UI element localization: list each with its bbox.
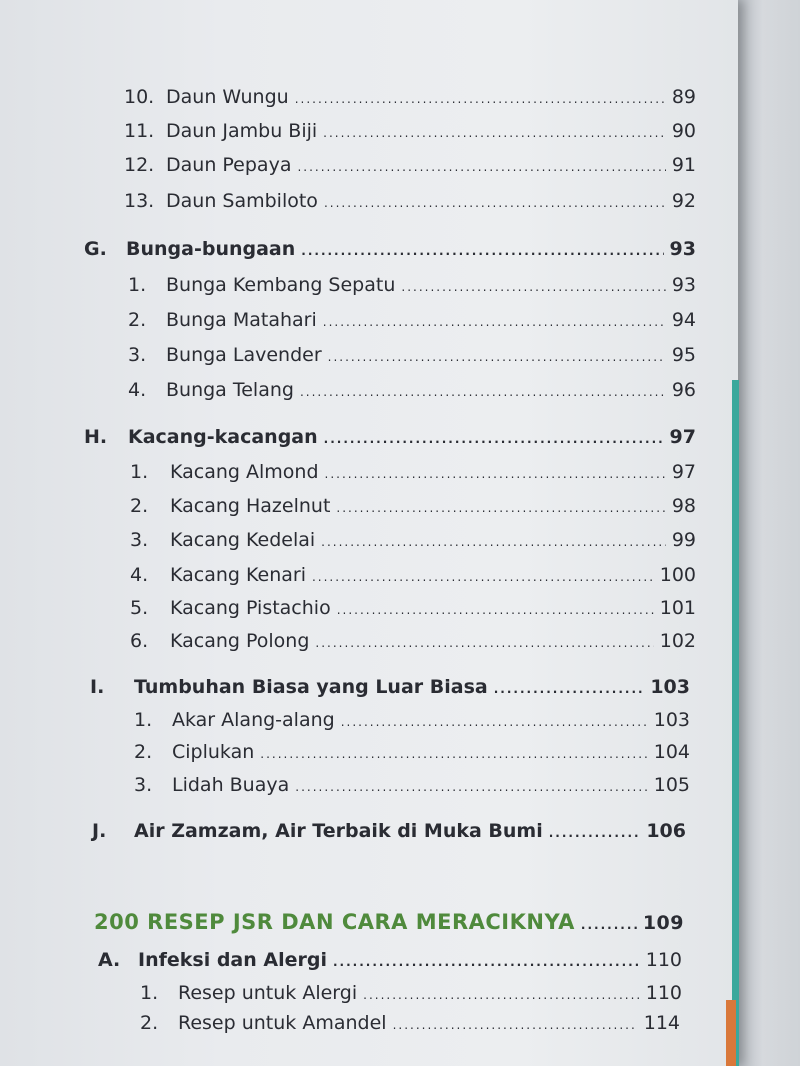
item-label: Bunga Matahari [166, 309, 317, 331]
item-label: Daun Pepaya [166, 154, 292, 176]
item-number: 12. [124, 154, 155, 176]
item-label: Ciplukan [172, 741, 255, 763]
page-number: 89 [671, 86, 696, 108]
toc-item [134, 709, 690, 731]
page-number: 96 [671, 379, 696, 401]
item-number: 1. [130, 461, 149, 483]
chapter-heading [94, 910, 684, 934]
item-number: 4. [130, 564, 149, 586]
leader-dots [341, 715, 648, 729]
toc-section [84, 426, 696, 448]
toc-item [130, 630, 696, 652]
page-number: 92 [671, 190, 696, 212]
item-number: 1. [134, 709, 153, 731]
page-number: 99 [671, 529, 696, 551]
leader-dots [324, 196, 666, 210]
toc-item [128, 309, 696, 331]
item-label: Resep untuk Amandel [178, 1012, 387, 1034]
leader-dots [323, 315, 666, 329]
item-label: Kacang Almond [170, 461, 319, 483]
item-number: 2. [128, 309, 147, 331]
leader-dots [295, 780, 647, 794]
leader-dots [393, 1018, 638, 1032]
item-number: 3. [128, 344, 147, 366]
leader-dots [323, 126, 666, 140]
leader-dots [315, 636, 653, 650]
page-number: 97 [669, 426, 696, 448]
page-number: 101 [659, 597, 696, 619]
page-number: 91 [671, 154, 696, 176]
section-title: Tumbuhan Biasa yang Luar Biasa [134, 676, 488, 698]
item-label: Kacang Polong [170, 630, 310, 652]
item-label: Daun Jambu Biji [166, 120, 318, 142]
toc-item [124, 154, 696, 176]
page-number: 103 [650, 676, 690, 698]
leader-dots [581, 918, 637, 932]
item-number: 6. [130, 630, 149, 652]
item-number: 10. [124, 86, 155, 108]
page-number: 100 [659, 564, 696, 586]
item-number: 2. [134, 741, 153, 763]
item-number: 1. [140, 982, 159, 1004]
leader-dots [333, 955, 640, 969]
page-number: 109 [642, 912, 684, 934]
page-number: 98 [671, 495, 696, 517]
page-number: 103 [653, 709, 690, 731]
item-number: 5. [130, 597, 149, 619]
toc-item [128, 344, 696, 366]
leader-dots [325, 467, 666, 481]
page-edge-teal-stripe [732, 380, 739, 1066]
item-label: Daun Wungu [166, 86, 289, 108]
item-label: Kacang Kedelai [170, 529, 316, 551]
section-title: Infeksi dan Alergi [138, 949, 327, 971]
page-number: 110 [645, 982, 682, 1004]
page-number: 95 [671, 344, 696, 366]
page-number: 93 [671, 274, 696, 296]
item-label: Kacang Hazelnut [170, 495, 331, 517]
leader-dots [312, 570, 654, 584]
next-page-edge [738, 0, 800, 1066]
toc-item [130, 597, 696, 619]
leader-dots [337, 603, 654, 617]
item-number: 13. [124, 190, 155, 212]
item-label: Lidah Buaya [172, 774, 290, 796]
page-number: 104 [653, 741, 690, 763]
toc-section [84, 238, 696, 260]
page-number: 114 [643, 1012, 680, 1034]
section-letter: G. [84, 238, 107, 260]
leader-dots [300, 385, 666, 399]
leader-dots [401, 280, 665, 294]
toc-item [130, 529, 696, 551]
toc-section [92, 820, 686, 842]
toc-item [130, 564, 696, 586]
section-title: Air Zamzam, Air Terbaik di Muka Bumi [134, 820, 543, 842]
leader-dots [260, 747, 647, 761]
toc-item [128, 274, 696, 296]
toc-item [130, 461, 696, 483]
chapter-title: 200 RESEP JSR DAN CARA MERACIKNYA [94, 910, 575, 934]
item-label: Kacang Kenari [170, 564, 306, 586]
page-number: 90 [671, 120, 696, 142]
page-number: 106 [646, 820, 686, 842]
section-title: Bunga-bungaan [126, 238, 296, 260]
item-label: Bunga Kembang Sepatu [166, 274, 396, 296]
page-number: 102 [659, 630, 696, 652]
page-number: 97 [671, 461, 696, 483]
item-number: 3. [130, 529, 149, 551]
section-letter: J. [92, 820, 107, 842]
toc-item [124, 190, 696, 212]
item-number: 2. [140, 1012, 159, 1034]
toc-item [140, 1012, 680, 1034]
section-letter: H. [84, 426, 108, 448]
toc-item [128, 379, 696, 401]
section-title: Kacang-kacangan [128, 426, 318, 448]
item-label: Resep untuk Alergi [178, 982, 358, 1004]
leader-dots [549, 826, 641, 840]
leader-dots [336, 501, 665, 515]
item-label: Daun Sambiloto [166, 190, 318, 212]
page-number: 110 [645, 949, 682, 971]
page-number: 93 [669, 238, 696, 260]
item-number: 11. [124, 120, 155, 142]
section-letter: I. [90, 676, 105, 698]
item-label: Bunga Lavender [166, 344, 322, 366]
page-number: 105 [653, 774, 690, 796]
item-number: 2. [130, 495, 149, 517]
item-label: Bunga Telang [166, 379, 294, 401]
toc-item [124, 120, 696, 142]
leader-dots [295, 92, 666, 106]
toc-section [98, 949, 682, 971]
toc-section [90, 676, 690, 698]
item-number: 1. [128, 274, 147, 296]
toc-item [134, 774, 690, 796]
page-number: 94 [671, 309, 696, 331]
leader-dots [301, 244, 663, 258]
page-edge-orange-stripe [726, 1000, 736, 1066]
toc-item [134, 741, 690, 763]
leader-dots [328, 350, 666, 364]
toc-item [130, 495, 696, 517]
toc-item [124, 86, 696, 108]
toc-item [140, 982, 682, 1004]
section-letter: A. [98, 949, 121, 971]
leader-dots [321, 535, 666, 549]
item-number: 4. [128, 379, 147, 401]
leader-dots [494, 682, 645, 696]
item-label: Akar Alang-alang [172, 709, 335, 731]
leader-dots [363, 988, 640, 1002]
item-number: 3. [134, 774, 153, 796]
leader-dots [324, 432, 664, 446]
item-label: Kacang Pistachio [170, 597, 331, 619]
leader-dots [297, 160, 665, 174]
